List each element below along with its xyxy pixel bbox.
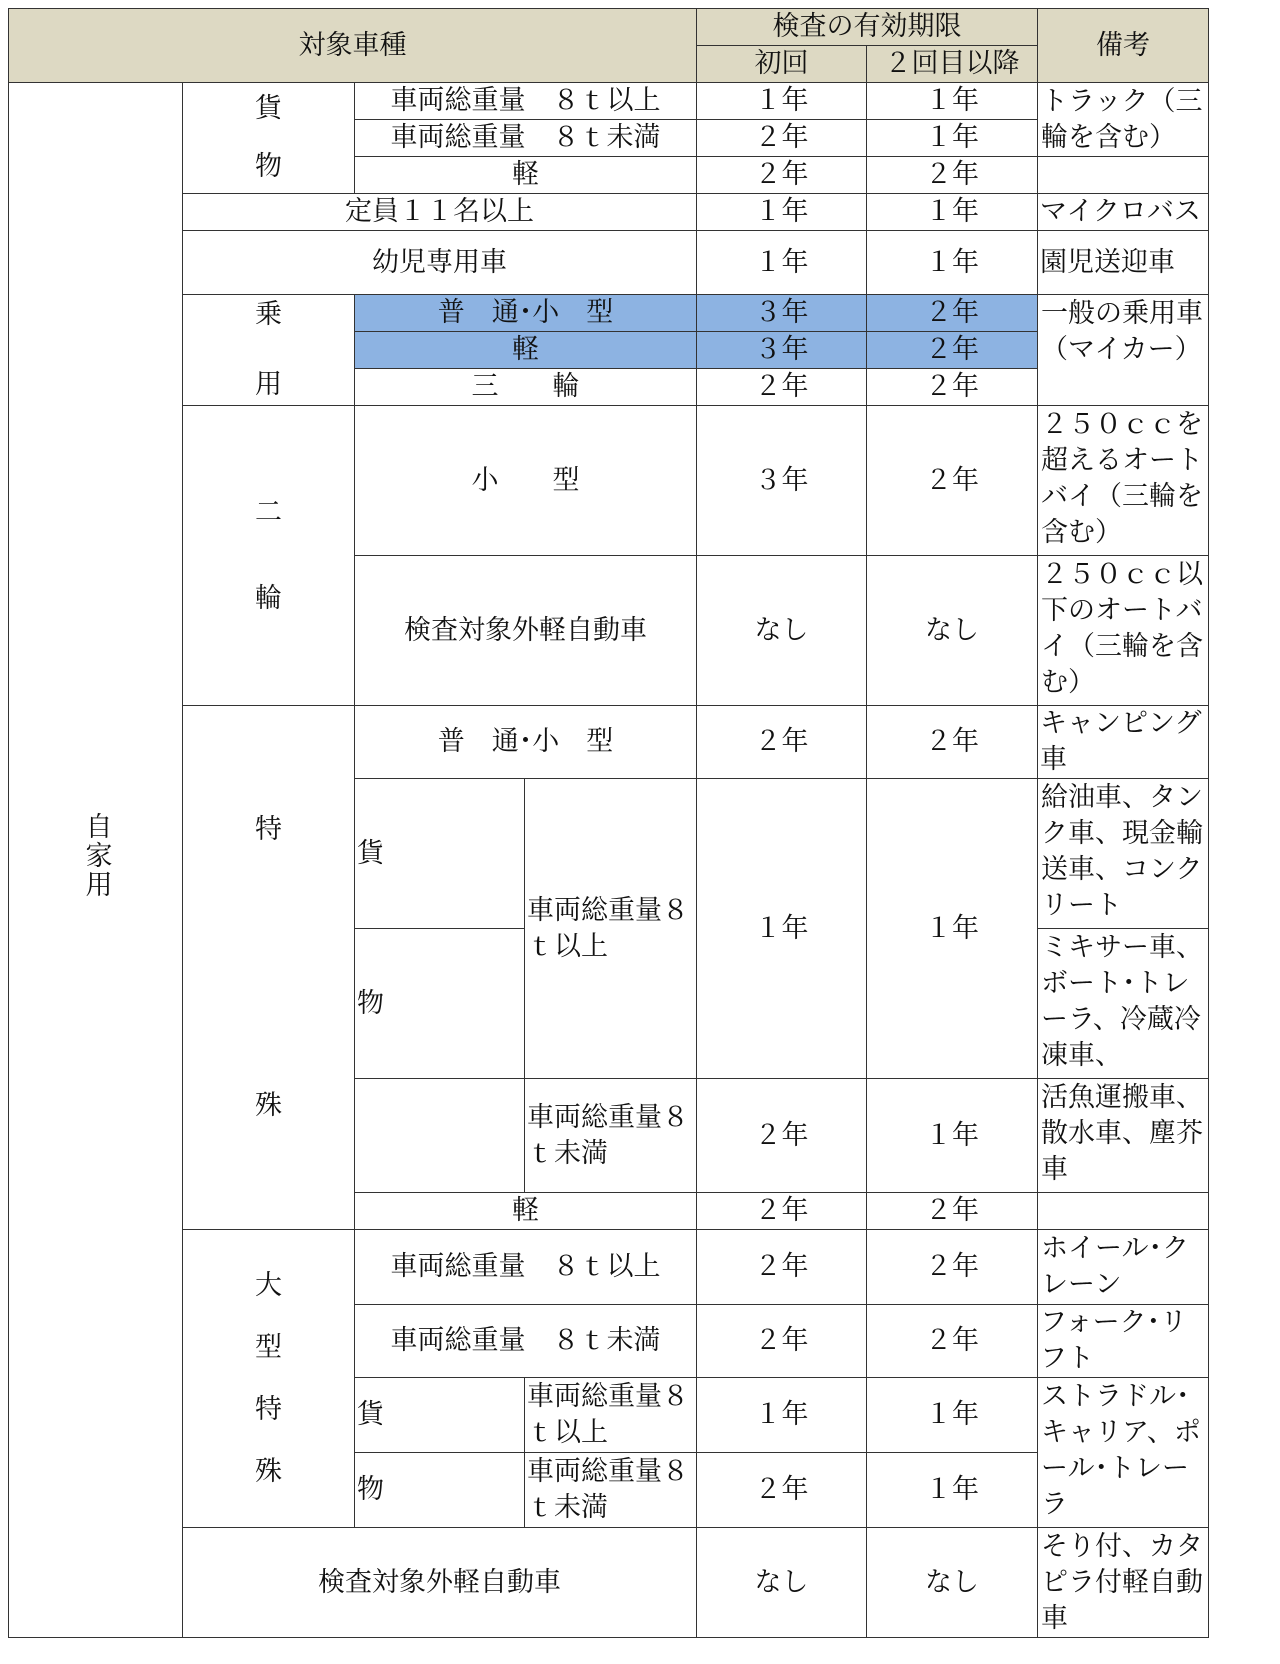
infant-later: １年: [867, 231, 1038, 295]
passenger-type-1: 普 通･小 型: [355, 295, 697, 332]
cargo-first-3: ２年: [697, 157, 867, 194]
special-light-first: ２年: [697, 1193, 867, 1230]
large-special-type-1: 車両総重量 ８ｔ以上: [355, 1230, 697, 1305]
large-special-first-1: ２年: [697, 1230, 867, 1305]
special-cargo-char-1: 貨: [357, 837, 384, 869]
passenger-char-1: 乗: [255, 299, 282, 330]
cargo-char-2: 物: [255, 151, 282, 182]
usage-category-cell: [9, 83, 183, 1638]
cargo-type-1: 車両総重量 ８ｔ以上: [355, 83, 697, 120]
header-second-onward: ２回目以降: [867, 46, 1038, 83]
cargo-type-3: 軽: [355, 157, 697, 194]
exempt-first: なし: [697, 1528, 867, 1638]
special-cargo-char-2-cell: [355, 929, 525, 1079]
special-over8-later: １年: [867, 779, 1038, 1079]
cargo-later-1: １年: [867, 83, 1038, 120]
special-cargo-char-2: 物: [357, 987, 384, 1019]
passenger-first-3: ２年: [697, 369, 867, 406]
large-special-char-2: 型: [255, 1331, 282, 1363]
header-target-vehicle: 対象車種: [9, 9, 697, 83]
header-validity-period: 検査の有効期限: [697, 9, 1038, 46]
header-first-time: 初回: [697, 46, 867, 83]
two-wheel-later-1: ２年: [867, 406, 1038, 556]
exempt-later: なし: [867, 1528, 1038, 1638]
passenger-type-3: 三 輪: [355, 369, 697, 406]
special-under8-note: 活魚運搬車、散水車、塵芥車: [1038, 1079, 1209, 1193]
passenger-later-1: ２年: [867, 295, 1038, 332]
passenger-note: 一般の乗用車（マイカー）: [1038, 295, 1209, 406]
two-wheel-type-2: 検査対象外軽自動車: [355, 556, 697, 706]
cargo-note-empty: [1038, 157, 1209, 194]
special-under8-blank: [355, 1079, 525, 1193]
exempt-note: そり付、カタピラ付軽自動車: [1038, 1528, 1209, 1638]
large-special-cargo-later-2: １年: [867, 1453, 1038, 1528]
passenger-type-2: 軽: [355, 332, 697, 369]
special-under8-weight: 車両総重量８ｔ未満: [525, 1079, 697, 1193]
inspection-validity-table: [8, 8, 1209, 1638]
passenger-char-2: 用: [255, 369, 282, 400]
infant-first: １年: [697, 231, 867, 295]
special-char-1: 特: [255, 813, 282, 845]
special-under8-first: ２年: [697, 1079, 867, 1193]
special-char-2: 殊: [255, 1089, 282, 1121]
special-std-first: ２年: [697, 706, 867, 779]
special-std-note: キャンピング車: [1038, 706, 1209, 779]
passenger-first-1: ３年: [697, 295, 867, 332]
large-special-cargo-first-2: ２年: [697, 1453, 867, 1528]
large-special-cargo-weight-1: 車両総重量８ｔ以上: [525, 1378, 697, 1453]
two-wheel-first-2: なし: [697, 556, 867, 706]
large-special-char-1: 大: [255, 1269, 282, 1301]
large-special-char-3: 特: [255, 1393, 282, 1425]
cargo-first-2: ２年: [697, 120, 867, 157]
two-wheel-first-1: ３年: [697, 406, 867, 556]
special-group-label: [183, 706, 355, 1230]
capacity-first: １年: [697, 194, 867, 231]
special-light-later: ２年: [867, 1193, 1038, 1230]
large-special-cargo-weight-2: 車両総重量８ｔ未満: [525, 1453, 697, 1528]
special-cargo-char-1-cell: [355, 779, 525, 929]
cargo-char-1: 貨: [255, 93, 282, 124]
large-special-later-2: ２年: [867, 1305, 1038, 1378]
large-special-type-2: 車両総重量 ８ｔ未満: [355, 1305, 697, 1378]
large-special-cargo-char-1-cell: [355, 1378, 525, 1453]
cargo-note: トラック（三輪を含む）: [1038, 83, 1209, 157]
passenger-first-2: ３年: [697, 332, 867, 369]
large-special-cargo-char-2-cell: [355, 1453, 525, 1528]
special-std-later: ２年: [867, 706, 1038, 779]
special-under8-later: １年: [867, 1079, 1038, 1193]
two-wheel-later-2: なし: [867, 556, 1038, 706]
infant-type: 幼児専用車: [183, 231, 697, 295]
two-wheel-group-label: [183, 406, 355, 706]
large-special-note-2: フォーク･リフト: [1038, 1305, 1209, 1378]
large-special-note-1: ホイール･クレーン: [1038, 1230, 1209, 1305]
two-wheel-char-2: 輪: [255, 582, 282, 614]
capacity-note: マイクロバス: [1038, 194, 1209, 231]
two-wheel-char-1: 二: [255, 496, 282, 528]
large-special-cargo-first-1: １年: [697, 1378, 867, 1453]
infant-note: 園児送迎車: [1038, 231, 1209, 295]
passenger-later-2: ２年: [867, 332, 1038, 369]
large-special-later-1: ２年: [867, 1230, 1038, 1305]
cargo-later-2: １年: [867, 120, 1038, 157]
capacity-later: １年: [867, 194, 1038, 231]
large-special-cargo-later-1: １年: [867, 1378, 1038, 1453]
large-special-cargo-char-2: 物: [357, 1474, 384, 1505]
two-wheel-note-2: ２５０ｃｃ以下のオートバイ（三輪を含む）: [1038, 556, 1209, 706]
header-remarks: 備考: [1038, 9, 1209, 83]
cargo-later-3: ２年: [867, 157, 1038, 194]
large-special-cargo-char-1: 貨: [357, 1399, 384, 1430]
cargo-first-1: １年: [697, 83, 867, 120]
passenger-later-3: ２年: [867, 369, 1038, 406]
special-over8-note-a: 給油車、タンク車、現金輸送車、コンクリート: [1038, 779, 1209, 929]
special-std-type: 普 通･小 型: [355, 706, 697, 779]
two-wheel-note-1: ２５０ｃｃを超えるオートバイ（三輪を含む）: [1038, 406, 1209, 556]
usage-category-label: 自家用: [80, 811, 112, 899]
two-wheel-type-1: 小 型: [355, 406, 697, 556]
special-over8-first: １年: [697, 779, 867, 1079]
special-over8-note-b: ミキサー車、ボート･トレーラ、冷蔵冷凍車、: [1038, 929, 1209, 1079]
cargo-type-2: 車両総重量 ８ｔ未満: [355, 120, 697, 157]
special-light-type: 軽: [355, 1193, 697, 1230]
cargo-group-label: [183, 83, 355, 194]
special-light-note-empty: [1038, 1193, 1209, 1230]
large-special-first-2: ２年: [697, 1305, 867, 1378]
large-special-cargo-note: ストラドル･キャリア、ポール･トレーラ: [1038, 1378, 1209, 1528]
special-over8-weight: 車両総重量８ｔ以上: [525, 779, 697, 1079]
large-special-group-label: [183, 1230, 355, 1528]
large-special-char-4: 殊: [255, 1455, 282, 1487]
exempt-type: 検査対象外軽自動車: [183, 1528, 697, 1638]
capacity-type: 定員１１名以上: [183, 194, 697, 231]
vehicle-inspection-table-frame: [8, 8, 1209, 1638]
passenger-group-label: [183, 295, 355, 406]
